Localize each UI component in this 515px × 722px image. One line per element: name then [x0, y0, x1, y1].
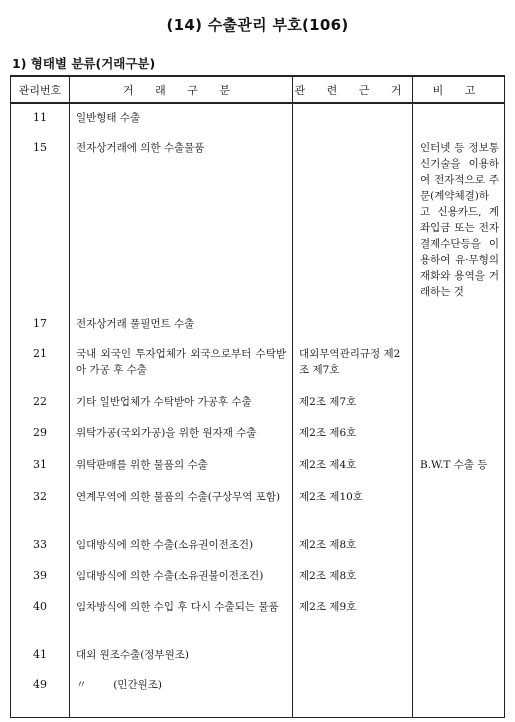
row-legal-basis: 제2조 제8호 — [293, 562, 413, 593]
table-row — [11, 103, 505, 134]
header-legal-basis: 관 련 근 거 — [293, 76, 413, 103]
row-remarks — [413, 103, 505, 134]
row-remarks — [413, 641, 505, 671]
header-trade-type: 거 래 구 분 — [70, 76, 293, 103]
table-row — [11, 671, 505, 718]
row-remarks: 인터넷 등 정보통신기술을 이용하여 전자적으로 주문(계약체결)하고 신용카드, 계좌입금 또는 전자결제수단등을 이용하여 유·무형의 재화와 용역을 거래하는 것 — [413, 134, 505, 310]
table-row — [11, 641, 505, 671]
table-row — [11, 531, 505, 562]
row-trade-type: 위탁가공(국외가공)을 위한 원자재 수출 — [70, 419, 293, 451]
row-trade-type: 대외 원조수출(정부원조) — [70, 641, 293, 671]
row-remarks — [413, 531, 505, 562]
row-code: 33 — [11, 531, 70, 562]
table-row — [11, 310, 505, 340]
row-remarks — [413, 562, 505, 593]
row-code: 49 — [11, 671, 70, 718]
row-legal-basis: 제2조 제7호 — [293, 388, 413, 419]
table-row — [11, 419, 505, 451]
row-code: 11 — [11, 103, 70, 134]
row-legal-basis — [293, 671, 413, 718]
row-code: 39 — [11, 562, 70, 593]
table-row — [11, 134, 505, 310]
row-remarks — [413, 671, 505, 718]
row-remarks: B.W.T 수출 등 — [413, 451, 505, 483]
row-trade-type: 임대방식에 의한 수출(소유권불이전조건) — [70, 562, 293, 593]
row-legal-basis: 제2조 제4호 — [293, 451, 413, 483]
table-row — [11, 562, 505, 593]
row-trade-type: 국내 외국인 투자업체가 외국으로부터 수탁받아 가공 후 수출 — [70, 340, 293, 388]
row-remarks — [413, 419, 505, 451]
row-remarks — [413, 388, 505, 419]
row-code: 31 — [11, 451, 70, 483]
row-code: 17 — [11, 310, 70, 340]
row-remarks — [413, 593, 505, 641]
row-code: 21 — [11, 340, 70, 388]
row-trade-type: 임대방식에 의한 수출(소유권이전조건) — [70, 531, 293, 562]
row-legal-basis — [293, 641, 413, 671]
row-trade-type: 일반형태 수출 — [70, 103, 293, 134]
row-legal-basis: 대외무역관리규정 제2조 제7호 — [293, 340, 413, 388]
table-row — [11, 388, 505, 419]
row-trade-type: 위탁판매를 위한 물품의 수출 — [70, 451, 293, 483]
row-code: 15 — [11, 134, 70, 310]
header-remarks: 비 고 — [413, 76, 505, 103]
row-trade-type: 전자상거래 풀필먼트 수출 — [70, 310, 293, 340]
row-code: 41 — [11, 641, 70, 671]
table-row — [11, 340, 505, 388]
row-code: 29 — [11, 419, 70, 451]
row-trade-type: 임차방식에 의한 수입 후 다시 수출되는 물품 — [70, 593, 293, 641]
page-title: (14) 수출관리 부호(106) — [166, 16, 349, 34]
table-row — [11, 483, 505, 531]
row-legal-basis: 제2조 제10호 — [293, 483, 413, 531]
row-remarks — [413, 310, 505, 340]
table-row — [11, 593, 505, 641]
row-legal-basis: 제2조 제6호 — [293, 419, 413, 451]
row-legal-basis: 제2조 제8호 — [293, 531, 413, 562]
trade-type-table — [10, 75, 505, 718]
row-legal-basis — [293, 134, 413, 310]
row-legal-basis: 제2조 제9호 — [293, 593, 413, 641]
row-trade-type: 기타 일반업체가 수탁받아 가공후 수출 — [70, 388, 293, 419]
section-heading: 1) 형태별 분류(거래구분) — [12, 56, 156, 71]
row-code: 40 — [11, 593, 70, 641]
table-header-row — [11, 76, 505, 103]
row-trade-type: 연계무역에 의한 물품의 수출(구상무역 포함) — [70, 483, 293, 531]
row-code: 32 — [11, 483, 70, 531]
header-code: 관리번호 — [11, 76, 70, 103]
row-code: 22 — [11, 388, 70, 419]
row-legal-basis — [293, 103, 413, 134]
table-row — [11, 451, 505, 483]
row-remarks — [413, 340, 505, 388]
row-remarks — [413, 483, 505, 531]
row-trade-type: 〃 (민간원조) — [70, 671, 293, 718]
row-trade-type: 전자상거래에 의한 수출물품 — [70, 134, 293, 310]
row-legal-basis — [293, 310, 413, 340]
